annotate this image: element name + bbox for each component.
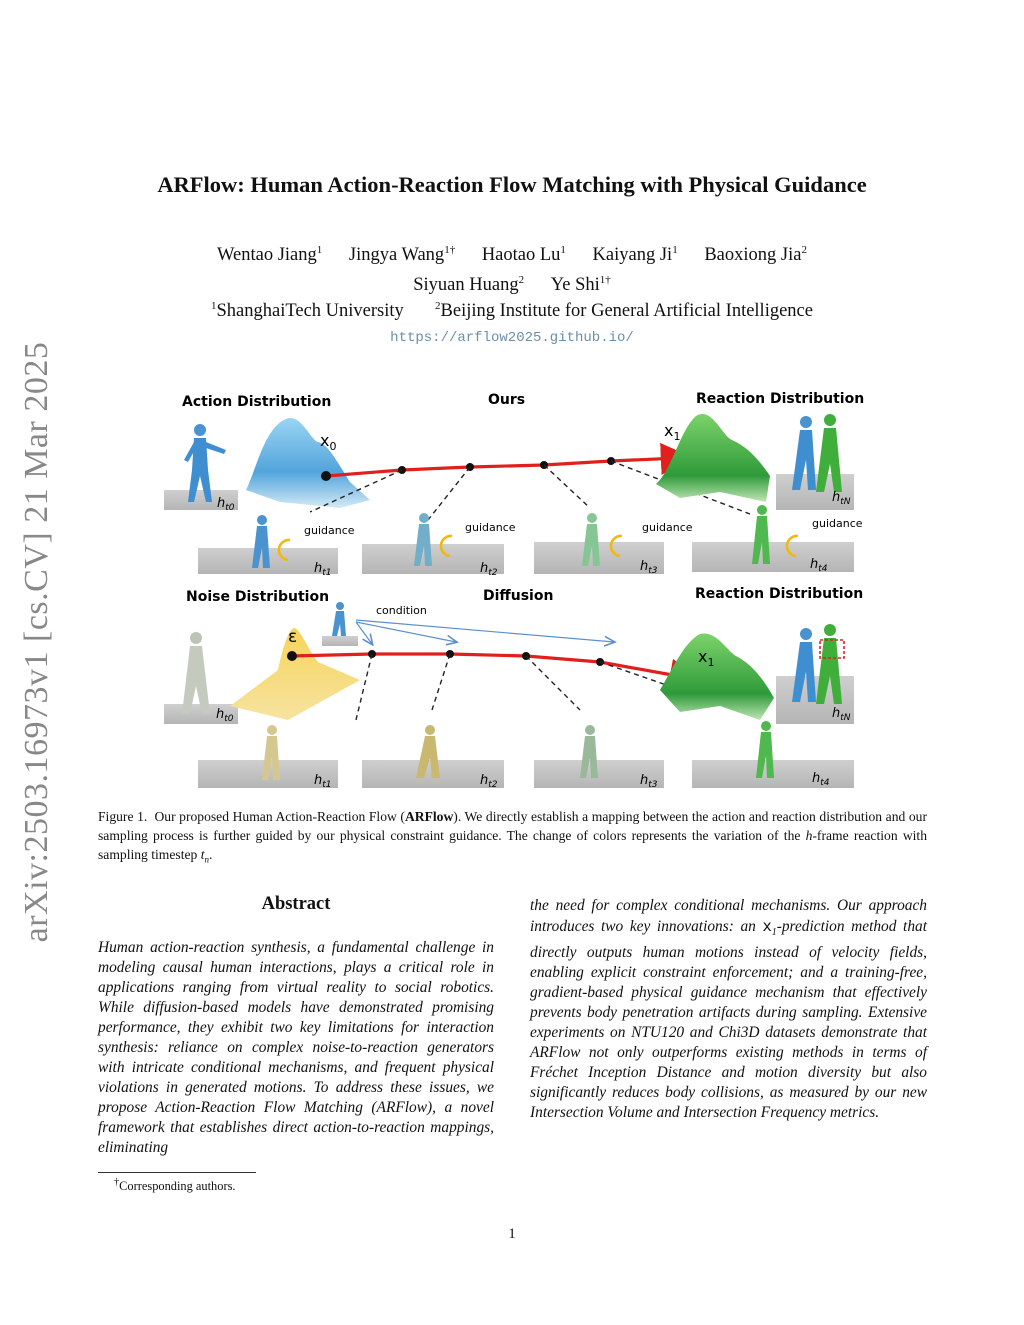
reaction-pair-figure-bottom bbox=[776, 624, 854, 724]
page-number: 1 bbox=[508, 1226, 516, 1242]
affiliations bbox=[0, 300, 1024, 322]
label-reaction-distribution-bottom: Reaction Distribution bbox=[695, 586, 864, 602]
author: Jingya Wang$^{1\dagger}$ bbox=[348, 244, 456, 266]
step-frame-bottom-4 bbox=[692, 721, 854, 788]
reaction-distribution-surface-bottom bbox=[660, 633, 774, 720]
step-frame-top-3 bbox=[534, 513, 693, 576]
label-reaction-distribution-top: Reaction Distribution bbox=[696, 391, 865, 407]
h-tN-top: $h_{tN}$ bbox=[832, 490, 851, 507]
footnote: †Corresponding authors. bbox=[114, 1177, 236, 1194]
abstract-heading: Abstract bbox=[261, 894, 331, 914]
svg-text:ht4: $h_{t4}$ bbox=[812, 771, 830, 788]
svg-text:ht3: $h_{t3}$ bbox=[640, 773, 658, 790]
x1-symbol-bottom: $x_1$ bbox=[698, 647, 715, 669]
author: Wentao Jiang$^1$ bbox=[217, 244, 323, 266]
label-condition: condition bbox=[376, 604, 427, 617]
flow-path-diffusion bbox=[292, 654, 689, 678]
step-frame-top-4 bbox=[692, 505, 863, 574]
author: Baoxiong Jia$^2$ bbox=[704, 244, 807, 266]
svg-text:ht1: $h_{t1}$ bbox=[314, 773, 332, 790]
svg-text:guidance: guidance bbox=[304, 524, 355, 537]
svg-text:ht2: $h_{t2}$ bbox=[480, 561, 498, 578]
svg-text:ht3: $h_{t3}$ bbox=[640, 559, 658, 576]
author: Haotao Lu$^1$ bbox=[481, 244, 566, 266]
author: Siyuan Huang$^2$ bbox=[413, 274, 525, 296]
svg-text:guidance: guidance bbox=[465, 521, 516, 534]
label-diffusion: Diffusion bbox=[483, 588, 554, 604]
paper-title: ARFlow: Human Action-Reaction Flow Matching with Physical Guidance bbox=[157, 172, 867, 197]
label-ours: Ours bbox=[488, 392, 526, 408]
svg-text:guidance: guidance bbox=[812, 517, 863, 530]
author: Ye Shi$^{1\dagger}$ bbox=[550, 274, 611, 296]
svg-text:ht1: $h_{t1}$ bbox=[314, 561, 332, 578]
h-tN-bottom: $h_{tN}$ bbox=[832, 706, 851, 723]
abstract-column-1: Human action-reaction synthesis, a fundamental challenge in modeling causal human interactions, plays a critical role in applications ranging from virtual reality to social robotics. While diffusion-based models have demonstrated promising performance, they exhibit two key limitations for interaction synthesis: reliance on complex noise-to-reaction generators with intricate conditional mechanisms, and frequent physical violations in generated motions. To address these issues, we propose Action-Reaction Flow Matching (ARFlow), a novel framework that establishes direct action-to-reaction mappings, eliminating bbox=[98, 939, 494, 1156]
author: Kaiyang Ji$^1$ bbox=[592, 244, 678, 266]
step-frame-bottom-1 bbox=[198, 725, 338, 790]
svg-text:guidance: guidance bbox=[642, 521, 693, 534]
step-frame-bottom-3 bbox=[534, 725, 664, 790]
condition-arrows bbox=[356, 620, 614, 644]
affiliation: $^2$Beijing Institute for General Artificial Intelligence bbox=[435, 300, 813, 322]
step-frame-bottom-2 bbox=[362, 725, 504, 790]
x0-symbol: $x_0$ bbox=[320, 431, 337, 453]
figure-caption: Figure 1. Our proposed Human Action-Reaction Flow (ARFlow). We directly establish a mapping between the action and reaction distribution and our sampling process is further guided by our physical constraint guidance. The change of colors represents the variation of the h-frame reaction with sampling timestep $t_n$. bbox=[98, 809, 927, 865]
label-noise-distribution: Noise Distribution bbox=[186, 589, 330, 605]
reaction-pair-figure-top bbox=[776, 414, 854, 510]
footnote-rule bbox=[98, 1172, 256, 1173]
step-frame-top-2 bbox=[362, 513, 516, 578]
project-url[interactable]: https://arflow2025.github.io/ bbox=[390, 330, 634, 346]
abstract-column-2: the need for complex conditional mechanisms. Our approach introduces two key innovations: an $x_1$-prediction method that directly outputs human motions instead of velocity fields, enabling explicit constraint enforcement; and a training-free, gradient-based physical guidance mechanism that effectively prevents body penetration artifacts during sampling. Extensive experiments on NTU120 and Chi3D datasets demonstrate that ARFlow not only outperforms existing methods in terms of Fréchet Inception Distance and motion diversity but also significantly reduces body collisions, as measured by our new Intersection Volume and Intersection Frequency metrics. bbox=[530, 897, 927, 1122]
h-t0-top: $h_{t0}$ bbox=[217, 496, 235, 513]
label-action-distribution: Action Distribution bbox=[182, 394, 332, 410]
arxiv-identifier: arXiv:2503.16973v1 [cs.CV] 21 Mar 2025 bbox=[18, 341, 55, 943]
x1-symbol-top: $x_1$ bbox=[664, 421, 681, 443]
condition-person-figure bbox=[322, 602, 358, 646]
svg-text:ht2: $h_{t2}$ bbox=[480, 773, 498, 790]
figure-1 bbox=[160, 380, 880, 800]
svg-text:ht4: $h_{t4}$ bbox=[810, 557, 828, 574]
action-person-grey bbox=[164, 632, 238, 724]
epsilon-symbol: ε bbox=[288, 627, 298, 647]
action-distribution-surface bbox=[246, 418, 370, 508]
action-person-figure bbox=[164, 424, 238, 510]
author-list bbox=[0, 238, 1024, 298]
affiliation: $^1$ShanghaiTech University bbox=[211, 300, 404, 322]
step-frame-top-1 bbox=[198, 515, 355, 578]
flow-path-ours bbox=[326, 458, 680, 476]
h-t0-bottom: $h_{t0}$ bbox=[216, 707, 234, 724]
